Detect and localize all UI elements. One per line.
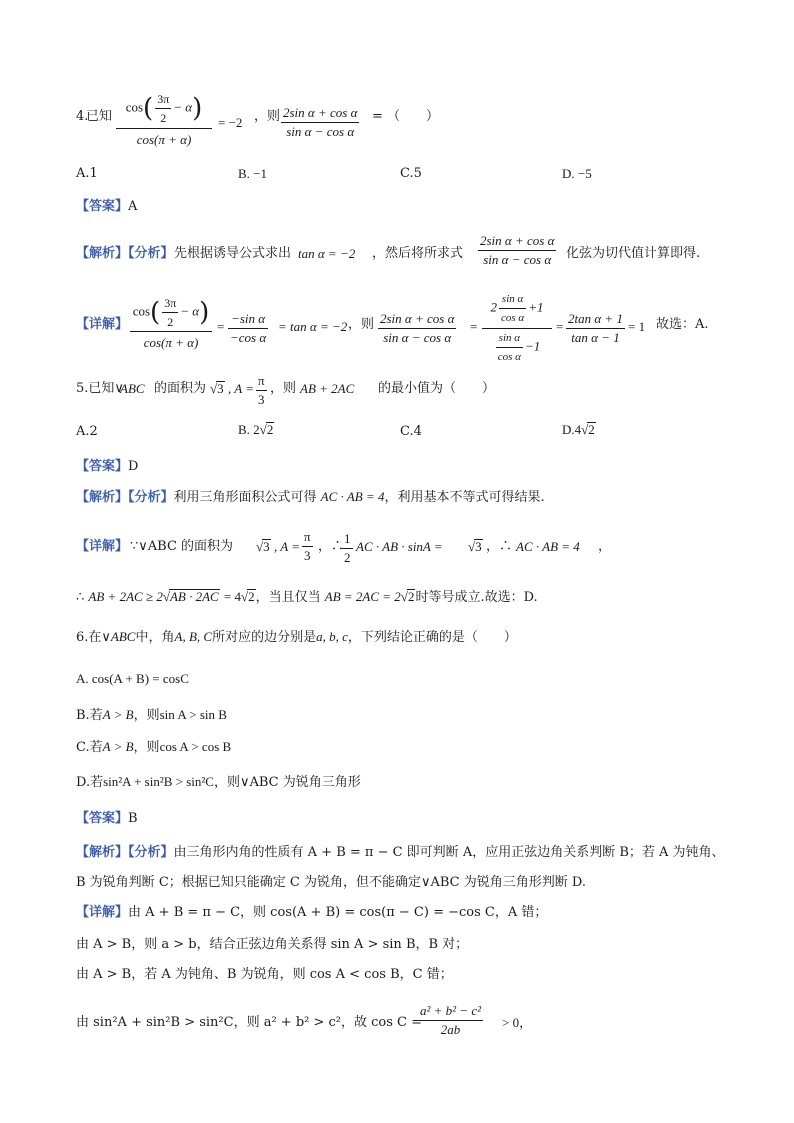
- q4-detail-frac4: 2 $\frac{\text{sin α}}{\text{cos α}}$ +1 $\frac{\text{sin α}}{\text{cos α}}$ −1: [482, 290, 552, 366]
- q6-cos-fraction: $\frac{\text{a² + b² − c²}}{2ab}$: [420, 1003, 482, 1037]
- q4-analysis-fraction: $\frac{\text{2sin α + cos α}}{\text{sin α − cos α}}$: [480, 233, 555, 267]
- q6-detail-line2: 由 A > B，则 a > b，结合正弦边角关系得 sin A > sin B，B 对；: [76, 937, 469, 952]
- q5-detail-line2: ∴ AB + 2AC ≥ 2√AB · 2AC = 4√2，当且仅当 AB = 2AC = 2√2时等号成立.故选：D.: [76, 589, 538, 605]
- q4-expr-tail: = （ ）: [372, 109, 440, 124]
- q6-stem: 6.在∨ABC中，角A, B, C所对应的边分别是a, b, c，下列结论正确的是（ ）: [76, 629, 517, 645]
- q6-detail-line3: 由 A > B，若 A 为钝角、B 为锐角，则 cos A < cos B，C 错；: [76, 967, 453, 982]
- q4-condition-fraction: [116, 90, 212, 149]
- detail-tag: 【详解】: [76, 317, 129, 332]
- q4-answer: 【答案】A: [76, 199, 138, 214]
- q4-detail-frac3: $\frac{\text{2sin α + cos α}}{\text{sin α − cos α}}$: [380, 311, 455, 345]
- q4-lead: 已知: [86, 109, 113, 124]
- q4-mid: ，则: [254, 109, 281, 124]
- q6-analysis-line1: 【解析】【分析】由三角形内角的性质有 A + B = π − C 即可判断 A，应用正弦边角关系判断 B；若 A 为钝角、: [76, 845, 725, 860]
- q6-answer: 【答案】B: [76, 811, 138, 826]
- analysis-tag: 【解析】【分析】: [76, 246, 174, 261]
- q4-option-c: C.5: [400, 166, 422, 181]
- q4-cond-rhs: = −2: [218, 115, 243, 130]
- q5-option-b: B. 2√2: [238, 422, 274, 437]
- q4-num: 4.: [76, 109, 89, 124]
- q4-cond-den: cos(π + α): [136, 132, 192, 147]
- answer-tag: 【答案】: [76, 199, 129, 214]
- q6-option-c: C.若A > B，则cos A > cos B: [76, 739, 232, 755]
- q4-cond-num: cos( $\frac{3\pi}{2}$ − α): [116, 90, 212, 129]
- q6-option-a: A. cos(A + B) = cosC: [76, 671, 189, 686]
- q6-detail-line1: 【详解】由 A + B = π − C，则 cos(A + B) = cos(π − C) = −cos C，A 错；: [76, 905, 548, 920]
- q6-analysis-line2: B 为锐角判断 C；根据已知只能确定 C 为锐角，但不能确定∨ABC 为锐角三角形判断 D.: [76, 875, 586, 890]
- q5-option-c: C.4: [400, 424, 422, 439]
- q4-expr-fraction: $\frac{\text{2sin α + cos α}}{\text{sin α − cos α}}$: [283, 105, 358, 139]
- q5-analysis: 【解析】【分析】利用三角形面积公式可得 AC · AB = 4，利用基本不等式可得结果.: [76, 489, 545, 505]
- q6-option-d: D.若sin²A + sin²B > sin²C，则∨ABC 为锐角三角形: [76, 774, 361, 790]
- q6-option-b: B.若A > B，则sin A > sin B: [76, 707, 227, 723]
- q5-option-a: A.2: [76, 424, 98, 439]
- q4-detail-frac2: $\frac{\text{−sin α}}{\text{−cos α}}$: [230, 311, 267, 345]
- q5-answer: 【答案】D: [76, 459, 139, 474]
- q4-detail-frac1: cos( $\frac{3\pi}{2}$ − α) cos(π + α): [130, 294, 212, 352]
- q5-option-d: D.4√2: [562, 422, 595, 437]
- q4-option-a: A.1: [76, 166, 98, 181]
- q4-option-d: D. −5: [562, 166, 592, 181]
- q4-option-b: B. −1: [238, 166, 268, 181]
- q4-detail-frac5: $\frac{\text{2tan α + 1}}{\text{tan α − 1}}$: [568, 311, 623, 345]
